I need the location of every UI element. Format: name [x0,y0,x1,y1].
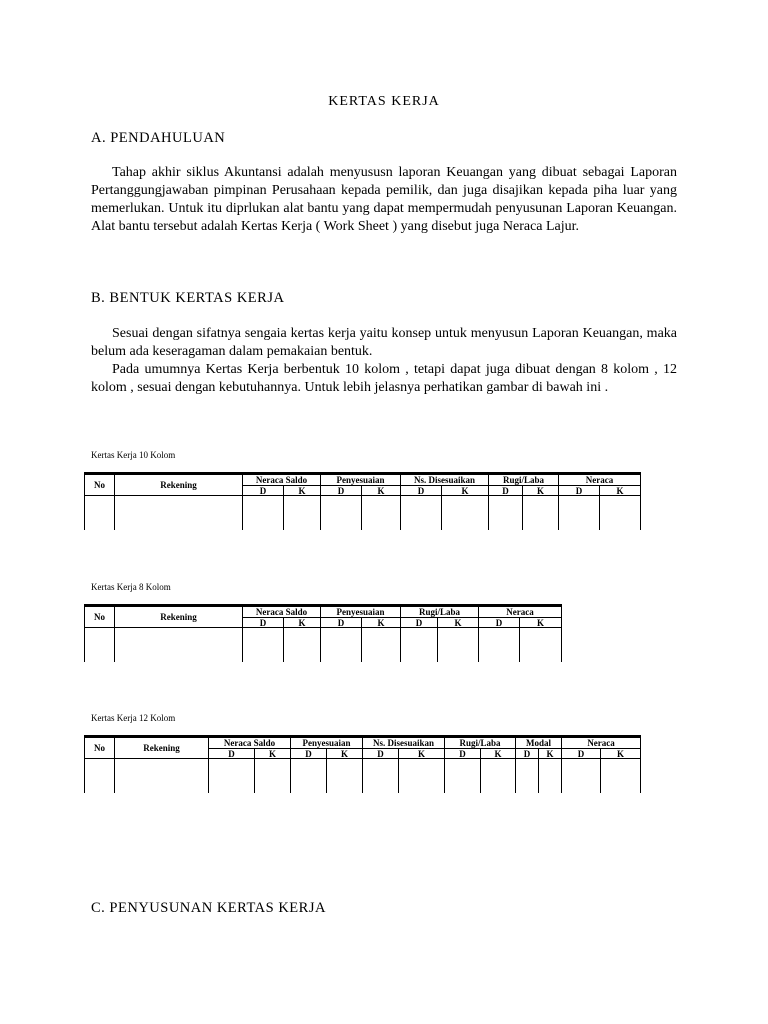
col-debit: D [243,486,284,496]
col-no: No [85,737,115,759]
col-no: No [85,474,115,496]
col-group-rugi-laba: Rugi/Laba [489,474,559,486]
col-kredit: K [284,486,321,496]
col-group-penyesuaian: Penyesuaian [321,474,401,486]
col-group-neraca: Neraca [559,474,641,486]
col-group-ns-disesuaikan: Ns. Disesuaikan [401,474,489,486]
col-debit: D [445,749,481,759]
col-group-neraca: Neraca [562,737,641,749]
worksheet-table-8 [84,604,562,662]
col-kredit: K [539,749,562,759]
page-title: KERTAS KERJA [328,94,440,109]
col-debit: D [243,618,284,628]
col-group-neraca-saldo: Neraca Saldo [209,737,291,749]
col-kredit: K [600,486,641,496]
col-group-rugi-laba: Rugi/Laba [401,606,479,618]
table-12-caption: Kertas Kerja 12 Kolom [91,713,176,723]
col-debit: D [401,618,438,628]
col-debit: D [516,749,539,759]
table-empty-row [85,496,641,531]
col-debit: D [562,749,601,759]
col-group-penyesuaian: Penyesuaian [321,606,401,618]
col-kredit: K [327,749,363,759]
col-debit: D [559,486,600,496]
col-kredit: K [601,749,641,759]
section-c-heading: C. PENYUSUNAN KERTAS KERJA [91,900,326,916]
col-kredit: K [255,749,291,759]
worksheet-table-10 [84,472,641,530]
col-rekening: Rekening [115,606,243,628]
section-b-paragraph-2: Pada umumnya Kertas Kerja berbentuk 10 kolom , tetapi dapat juga dibuat dengan 8 kolom , 12 kolom , sesuai dengan kebutuhannya. Untuk lebih jelasnya perhatikan gambar di bawah ini . [91,362,677,395]
col-kredit: K [520,618,562,628]
col-kredit: K [523,486,559,496]
table-empty-row [85,628,562,663]
worksheet-table-12 [84,735,641,793]
table-header-row [85,606,562,618]
col-debit: D [321,618,362,628]
col-kredit: K [481,749,516,759]
col-debit: D [401,486,442,496]
col-kredit: K [399,749,445,759]
col-group-ns-disesuaikan: Ns. Disesuaikan [363,737,445,749]
col-kredit: K [362,618,401,628]
section-b-heading: B. BENTUK KERTAS KERJA [91,290,285,306]
table-empty-row [85,759,641,794]
col-debit: D [489,486,523,496]
col-debit: D [291,749,327,759]
col-debit: D [209,749,255,759]
col-debit: D [479,618,520,628]
col-group-modal: Modal [516,737,562,749]
table-10-caption: Kertas Kerja 10 Kolom [91,450,176,460]
col-kredit: K [362,486,401,496]
col-group-rugi-laba: Rugi/Laba [445,737,516,749]
col-group-neraca: Neraca [479,606,562,618]
section-a-heading: A. PENDAHULUAN [91,130,226,146]
col-group-neraca-saldo: Neraca Saldo [243,474,321,486]
col-rekening: Rekening [115,474,243,496]
col-kredit: K [284,618,321,628]
col-kredit: K [442,486,489,496]
col-kredit: K [438,618,479,628]
section-a-paragraph: Tahap akhir siklus Akuntansi adalah menyususn laporan Keuangan yang dibuat sebagai Laporan Pertanggungjawaban pimpinan Perusahaan kepada pemilik, dan juga disajikan kepada piha luar yang memerlukan. Untuk itu diprlukan alat bantu yang dapat mempermudah penyusunan Laporan Keuangan. Alat bantu tersebut adalah Kertas Kerja ( Work Sheet ) yang disebut juga Neraca Lajur. [91,165,677,234]
table-header-row [85,737,641,749]
section-b-paragraph-1: Sesuai dengan sifatnya sengaia kertas kerja yaitu konsep untuk menyusun Laporan Keuangan, maka belum ada keseragaman dalam pemakaian bentuk. [91,326,677,359]
col-group-neraca-saldo: Neraca Saldo [243,606,321,618]
col-rekening: Rekening [115,737,209,759]
col-debit: D [321,486,362,496]
col-group-penyesuaian: Penyesuaian [291,737,363,749]
table-header-row [85,474,641,486]
table-8-caption: Kertas Kerja 8 Kolom [91,582,171,592]
col-debit: D [363,749,399,759]
col-no: No [85,606,115,628]
